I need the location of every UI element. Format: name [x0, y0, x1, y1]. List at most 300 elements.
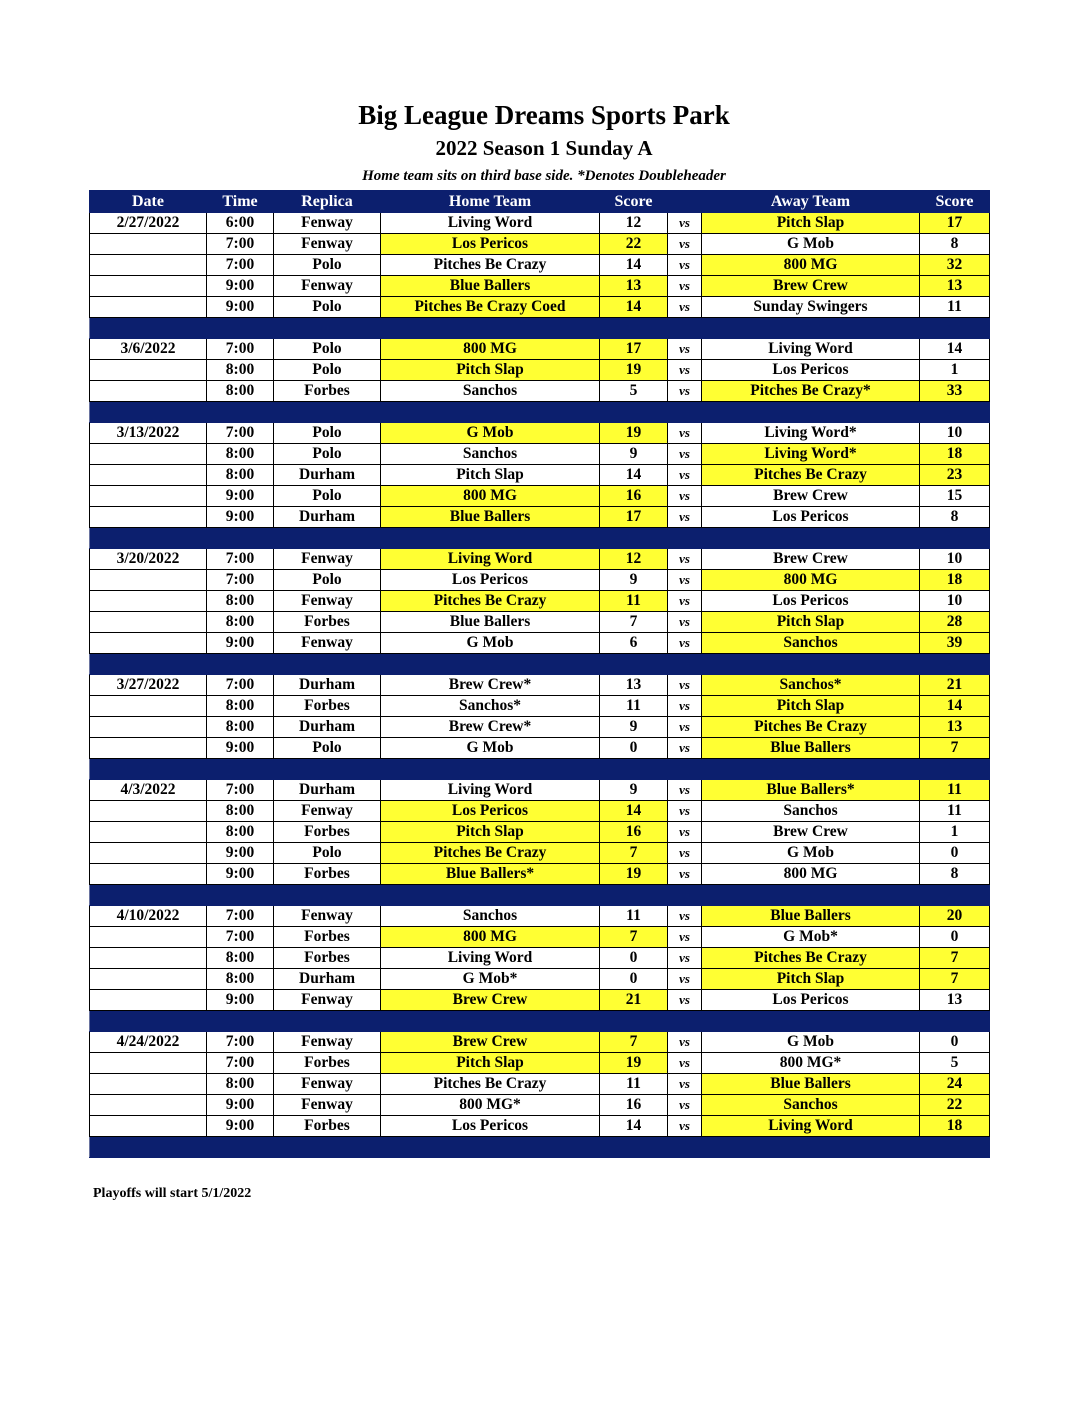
away-score: 28	[920, 612, 990, 633]
col-header: Home Team	[381, 191, 600, 213]
separator-cell	[207, 1011, 274, 1032]
home-score: 11	[600, 696, 668, 717]
away-score: 24	[920, 1074, 990, 1095]
away-team: Pitch Slap	[702, 969, 920, 990]
vs-label: vs	[668, 822, 702, 843]
away-team: G Mob	[702, 1032, 920, 1053]
game-field: Polo	[274, 297, 381, 318]
separator-cell	[668, 318, 702, 339]
away-score: 22	[920, 1095, 990, 1116]
separator-cell	[90, 1137, 207, 1158]
game-row	[90, 780, 990, 801]
separator-cell	[668, 402, 702, 423]
col-header: Score	[920, 191, 990, 213]
home-team: G Mob	[381, 423, 600, 444]
game-time: 9:00	[207, 297, 274, 318]
vs-label: vs	[668, 633, 702, 654]
separator-cell	[668, 1011, 702, 1032]
game-time: 7:00	[207, 255, 274, 276]
page-title: Big League Dreams Sports Park	[358, 100, 730, 130]
game-time: 8:00	[207, 1074, 274, 1095]
game-date	[90, 717, 207, 738]
separator-cell	[274, 528, 381, 549]
away-score: 8	[920, 234, 990, 255]
week-separator	[90, 318, 990, 339]
schedule-note: Home team sits on third base side. *Denotes Doubleheader	[362, 168, 726, 184]
vs-label: vs	[668, 990, 702, 1011]
header-row	[90, 191, 990, 213]
game-date	[90, 276, 207, 297]
vs-label: vs	[668, 801, 702, 822]
game-date: 4/3/2022	[90, 780, 207, 801]
game-time: 9:00	[207, 1116, 274, 1137]
vs-label: vs	[668, 213, 702, 234]
away-team: Pitch Slap	[702, 213, 920, 234]
away-team: Living Word*	[702, 444, 920, 465]
separator-cell	[668, 528, 702, 549]
separator-cell	[381, 759, 600, 780]
away-score: 10	[920, 549, 990, 570]
home-score: 16	[600, 822, 668, 843]
game-time: 7:00	[207, 423, 274, 444]
week-separator	[90, 528, 990, 549]
game-time: 8:00	[207, 381, 274, 402]
home-score: 14	[600, 255, 668, 276]
home-team: Blue Ballers	[381, 612, 600, 633]
vs-label: vs	[668, 843, 702, 864]
game-row	[90, 738, 990, 759]
home-score: 13	[600, 675, 668, 696]
game-row	[90, 213, 990, 234]
separator-cell	[90, 402, 207, 423]
game-date	[90, 465, 207, 486]
game-field: Forbes	[274, 381, 381, 402]
game-field: Fenway	[274, 213, 381, 234]
game-date	[90, 969, 207, 990]
away-score: 0	[920, 843, 990, 864]
separator-cell	[207, 654, 274, 675]
vs-label: vs	[668, 381, 702, 402]
separator-cell	[207, 318, 274, 339]
away-score: 5	[920, 1053, 990, 1074]
game-field: Durham	[274, 675, 381, 696]
game-field: Polo	[274, 738, 381, 759]
separator-cell	[90, 1011, 207, 1032]
vs-label: vs	[668, 465, 702, 486]
away-score: 13	[920, 990, 990, 1011]
game-date	[90, 696, 207, 717]
game-field: Forbes	[274, 927, 381, 948]
game-row	[90, 675, 990, 696]
game-field: Fenway	[274, 633, 381, 654]
away-score: 1	[920, 822, 990, 843]
game-time: 8:00	[207, 969, 274, 990]
game-date: 3/20/2022	[90, 549, 207, 570]
home-score: 19	[600, 864, 668, 885]
separator-cell	[207, 759, 274, 780]
separator-cell	[381, 1137, 600, 1158]
home-score: 16	[600, 1095, 668, 1116]
away-score: 13	[920, 717, 990, 738]
home-score: 19	[600, 1053, 668, 1074]
home-team: Brew Crew	[381, 1032, 600, 1053]
game-field: Durham	[274, 969, 381, 990]
away-team: G Mob	[702, 234, 920, 255]
home-score: 14	[600, 801, 668, 822]
game-date	[90, 1053, 207, 1074]
home-score: 17	[600, 507, 668, 528]
away-team: 800 MG*	[702, 1053, 920, 1074]
week-separator	[90, 759, 990, 780]
away-team: Sanchos	[702, 633, 920, 654]
home-score: 9	[600, 780, 668, 801]
game-row	[90, 1074, 990, 1095]
away-score: 39	[920, 633, 990, 654]
playoffs-note: Playoffs will start 5/1/2022	[93, 1186, 252, 1201]
away-team: Brew Crew	[702, 276, 920, 297]
separator-cell	[381, 1011, 600, 1032]
game-time: 9:00	[207, 1095, 274, 1116]
separator-cell	[702, 759, 920, 780]
vs-label: vs	[668, 444, 702, 465]
home-team: 800 MG*	[381, 1095, 600, 1116]
col-header	[668, 191, 702, 213]
game-time: 7:00	[207, 234, 274, 255]
home-team: Sanchos	[381, 906, 600, 927]
home-score: 14	[600, 297, 668, 318]
away-team: Los Pericos	[702, 360, 920, 381]
home-team: Brew Crew*	[381, 717, 600, 738]
separator-cell	[702, 1011, 920, 1032]
away-team: Living Word	[702, 1116, 920, 1137]
separator-cell	[90, 654, 207, 675]
game-date	[90, 633, 207, 654]
separator-cell	[381, 885, 600, 906]
away-score: 33	[920, 381, 990, 402]
home-team: Living Word	[381, 549, 600, 570]
away-team: Pitches Be Crazy	[702, 465, 920, 486]
home-team: Pitches Be Crazy	[381, 255, 600, 276]
game-date	[90, 570, 207, 591]
vs-label: vs	[668, 1074, 702, 1095]
away-team: Pitches Be Crazy*	[702, 381, 920, 402]
game-field: Fenway	[274, 549, 381, 570]
home-score: 9	[600, 444, 668, 465]
separator-cell	[920, 1137, 990, 1158]
game-date	[90, 738, 207, 759]
away-score: 32	[920, 255, 990, 276]
home-score: 7	[600, 843, 668, 864]
away-score: 11	[920, 801, 990, 822]
vs-label: vs	[668, 360, 702, 381]
game-row	[90, 801, 990, 822]
home-score: 16	[600, 486, 668, 507]
game-time: 7:00	[207, 1053, 274, 1074]
game-row	[90, 423, 990, 444]
home-team: G Mob*	[381, 969, 600, 990]
col-header: Away Team	[702, 191, 920, 213]
vs-label: vs	[668, 780, 702, 801]
game-time: 8:00	[207, 444, 274, 465]
home-score: 12	[600, 549, 668, 570]
game-date	[90, 822, 207, 843]
separator-cell	[90, 528, 207, 549]
game-date	[90, 234, 207, 255]
game-date: 3/6/2022	[90, 339, 207, 360]
separator-cell	[920, 654, 990, 675]
away-team: Brew Crew	[702, 549, 920, 570]
away-team: Sanchos*	[702, 675, 920, 696]
away-score: 18	[920, 444, 990, 465]
away-team: Sanchos	[702, 1095, 920, 1116]
separator-cell	[600, 318, 668, 339]
home-team: Living Word	[381, 213, 600, 234]
vs-label: vs	[668, 297, 702, 318]
week-separator	[90, 885, 990, 906]
home-score: 6	[600, 633, 668, 654]
vs-label: vs	[668, 276, 702, 297]
game-date: 4/24/2022	[90, 1032, 207, 1053]
home-team: 800 MG	[381, 339, 600, 360]
week-separator	[90, 1137, 990, 1158]
game-date: 3/27/2022	[90, 675, 207, 696]
away-score: 11	[920, 780, 990, 801]
vs-label: vs	[668, 864, 702, 885]
game-field: Polo	[274, 339, 381, 360]
game-date	[90, 444, 207, 465]
away-team: Blue Ballers	[702, 1074, 920, 1095]
game-time: 9:00	[207, 486, 274, 507]
game-field: Polo	[274, 423, 381, 444]
game-row	[90, 507, 990, 528]
separator-cell	[274, 654, 381, 675]
separator-cell	[90, 885, 207, 906]
game-date	[90, 612, 207, 633]
separator-cell	[920, 402, 990, 423]
separator-cell	[600, 759, 668, 780]
game-row	[90, 990, 990, 1011]
separator-cell	[920, 1011, 990, 1032]
separator-cell	[381, 654, 600, 675]
game-field: Durham	[274, 507, 381, 528]
away-score: 10	[920, 423, 990, 444]
separator-cell	[600, 1011, 668, 1032]
home-score: 21	[600, 990, 668, 1011]
away-team: Living Word*	[702, 423, 920, 444]
col-header: Date	[90, 191, 207, 213]
away-score: 7	[920, 738, 990, 759]
game-row	[90, 234, 990, 255]
game-date: 4/10/2022	[90, 906, 207, 927]
vs-label: vs	[668, 696, 702, 717]
away-score: 20	[920, 906, 990, 927]
game-time: 7:00	[207, 675, 274, 696]
away-score: 11	[920, 297, 990, 318]
separator-cell	[702, 402, 920, 423]
separator-cell	[274, 759, 381, 780]
away-score: 1	[920, 360, 990, 381]
separator-cell	[600, 1137, 668, 1158]
home-score: 13	[600, 276, 668, 297]
game-field: Polo	[274, 444, 381, 465]
game-date	[90, 801, 207, 822]
game-date	[90, 255, 207, 276]
away-score: 18	[920, 570, 990, 591]
home-team: Los Pericos	[381, 570, 600, 591]
away-team: Sunday Swingers	[702, 297, 920, 318]
game-field: Fenway	[274, 234, 381, 255]
separator-cell	[668, 654, 702, 675]
game-field: Forbes	[274, 1116, 381, 1137]
game-time: 8:00	[207, 696, 274, 717]
away-team: Brew Crew	[702, 486, 920, 507]
game-time: 8:00	[207, 717, 274, 738]
game-time: 7:00	[207, 339, 274, 360]
game-date	[90, 864, 207, 885]
game-row	[90, 360, 990, 381]
away-score: 7	[920, 948, 990, 969]
game-row	[90, 570, 990, 591]
home-team: Living Word	[381, 948, 600, 969]
game-time: 6:00	[207, 213, 274, 234]
away-score: 15	[920, 486, 990, 507]
vs-label: vs	[668, 948, 702, 969]
away-score: 14	[920, 696, 990, 717]
game-date	[90, 1116, 207, 1137]
separator-cell	[207, 1137, 274, 1158]
game-field: Fenway	[274, 591, 381, 612]
game-date	[90, 486, 207, 507]
home-team: Sanchos*	[381, 696, 600, 717]
home-score: 7	[600, 612, 668, 633]
home-score: 14	[600, 465, 668, 486]
away-team: Los Pericos	[702, 591, 920, 612]
away-team: Sanchos	[702, 801, 920, 822]
away-team: Blue Ballers	[702, 906, 920, 927]
game-time: 9:00	[207, 843, 274, 864]
separator-cell	[274, 402, 381, 423]
home-team: 800 MG	[381, 927, 600, 948]
game-row	[90, 276, 990, 297]
game-time: 8:00	[207, 801, 274, 822]
game-row	[90, 864, 990, 885]
home-score: 9	[600, 717, 668, 738]
game-row	[90, 1116, 990, 1137]
game-date	[90, 1095, 207, 1116]
game-row	[90, 1053, 990, 1074]
separator-cell	[702, 528, 920, 549]
separator-cell	[600, 402, 668, 423]
game-row	[90, 696, 990, 717]
home-team: Pitches Be Crazy	[381, 1074, 600, 1095]
vs-label: vs	[668, 549, 702, 570]
game-time: 7:00	[207, 1032, 274, 1053]
game-row	[90, 969, 990, 990]
week-separator	[90, 1011, 990, 1032]
home-team: Los Pericos	[381, 1116, 600, 1137]
game-date	[90, 507, 207, 528]
home-team: G Mob	[381, 738, 600, 759]
home-team: G Mob	[381, 633, 600, 654]
game-date	[90, 297, 207, 318]
game-date: 2/27/2022	[90, 213, 207, 234]
away-score: 13	[920, 276, 990, 297]
home-team: Blue Ballers*	[381, 864, 600, 885]
separator-cell	[600, 885, 668, 906]
game-time: 9:00	[207, 633, 274, 654]
away-team: Brew Crew	[702, 822, 920, 843]
separator-cell	[920, 885, 990, 906]
home-score: 11	[600, 1074, 668, 1095]
game-field: Forbes	[274, 864, 381, 885]
separator-cell	[207, 402, 274, 423]
home-team: Pitches Be Crazy	[381, 591, 600, 612]
game-time: 9:00	[207, 864, 274, 885]
game-row	[90, 1032, 990, 1053]
game-time: 7:00	[207, 549, 274, 570]
game-row	[90, 822, 990, 843]
col-header: Replica	[274, 191, 381, 213]
week-separator	[90, 654, 990, 675]
game-date: 3/13/2022	[90, 423, 207, 444]
game-time: 8:00	[207, 822, 274, 843]
vs-label: vs	[668, 570, 702, 591]
game-row	[90, 717, 990, 738]
away-team: 800 MG	[702, 570, 920, 591]
vs-label: vs	[668, 591, 702, 612]
vs-label: vs	[668, 234, 702, 255]
game-row	[90, 444, 990, 465]
game-row	[90, 549, 990, 570]
away-score: 21	[920, 675, 990, 696]
separator-cell	[90, 759, 207, 780]
separator-cell	[381, 402, 600, 423]
vs-label: vs	[668, 423, 702, 444]
home-team: Los Pericos	[381, 234, 600, 255]
home-score: 12	[600, 213, 668, 234]
col-header: Score	[600, 191, 668, 213]
separator-cell	[920, 318, 990, 339]
game-row	[90, 591, 990, 612]
vs-label: vs	[668, 969, 702, 990]
game-row	[90, 906, 990, 927]
home-score: 19	[600, 360, 668, 381]
game-field: Fenway	[274, 990, 381, 1011]
game-field: Durham	[274, 780, 381, 801]
away-team: Pitches Be Crazy	[702, 717, 920, 738]
vs-label: vs	[668, 507, 702, 528]
page-subtitle: 2022 Season 1 Sunday A	[435, 136, 653, 160]
home-score: 0	[600, 738, 668, 759]
game-field: Durham	[274, 717, 381, 738]
vs-label: vs	[668, 1032, 702, 1053]
separator-cell	[702, 885, 920, 906]
schedule-body	[90, 213, 990, 1158]
away-team: Living Word	[702, 339, 920, 360]
game-field: Polo	[274, 570, 381, 591]
away-team: 800 MG	[702, 864, 920, 885]
away-score: 8	[920, 507, 990, 528]
game-time: 7:00	[207, 570, 274, 591]
vs-label: vs	[668, 612, 702, 633]
separator-cell	[920, 528, 990, 549]
game-time: 9:00	[207, 990, 274, 1011]
away-team: 800 MG	[702, 255, 920, 276]
game-row	[90, 381, 990, 402]
game-date	[90, 990, 207, 1011]
game-time: 9:00	[207, 276, 274, 297]
separator-cell	[381, 318, 600, 339]
